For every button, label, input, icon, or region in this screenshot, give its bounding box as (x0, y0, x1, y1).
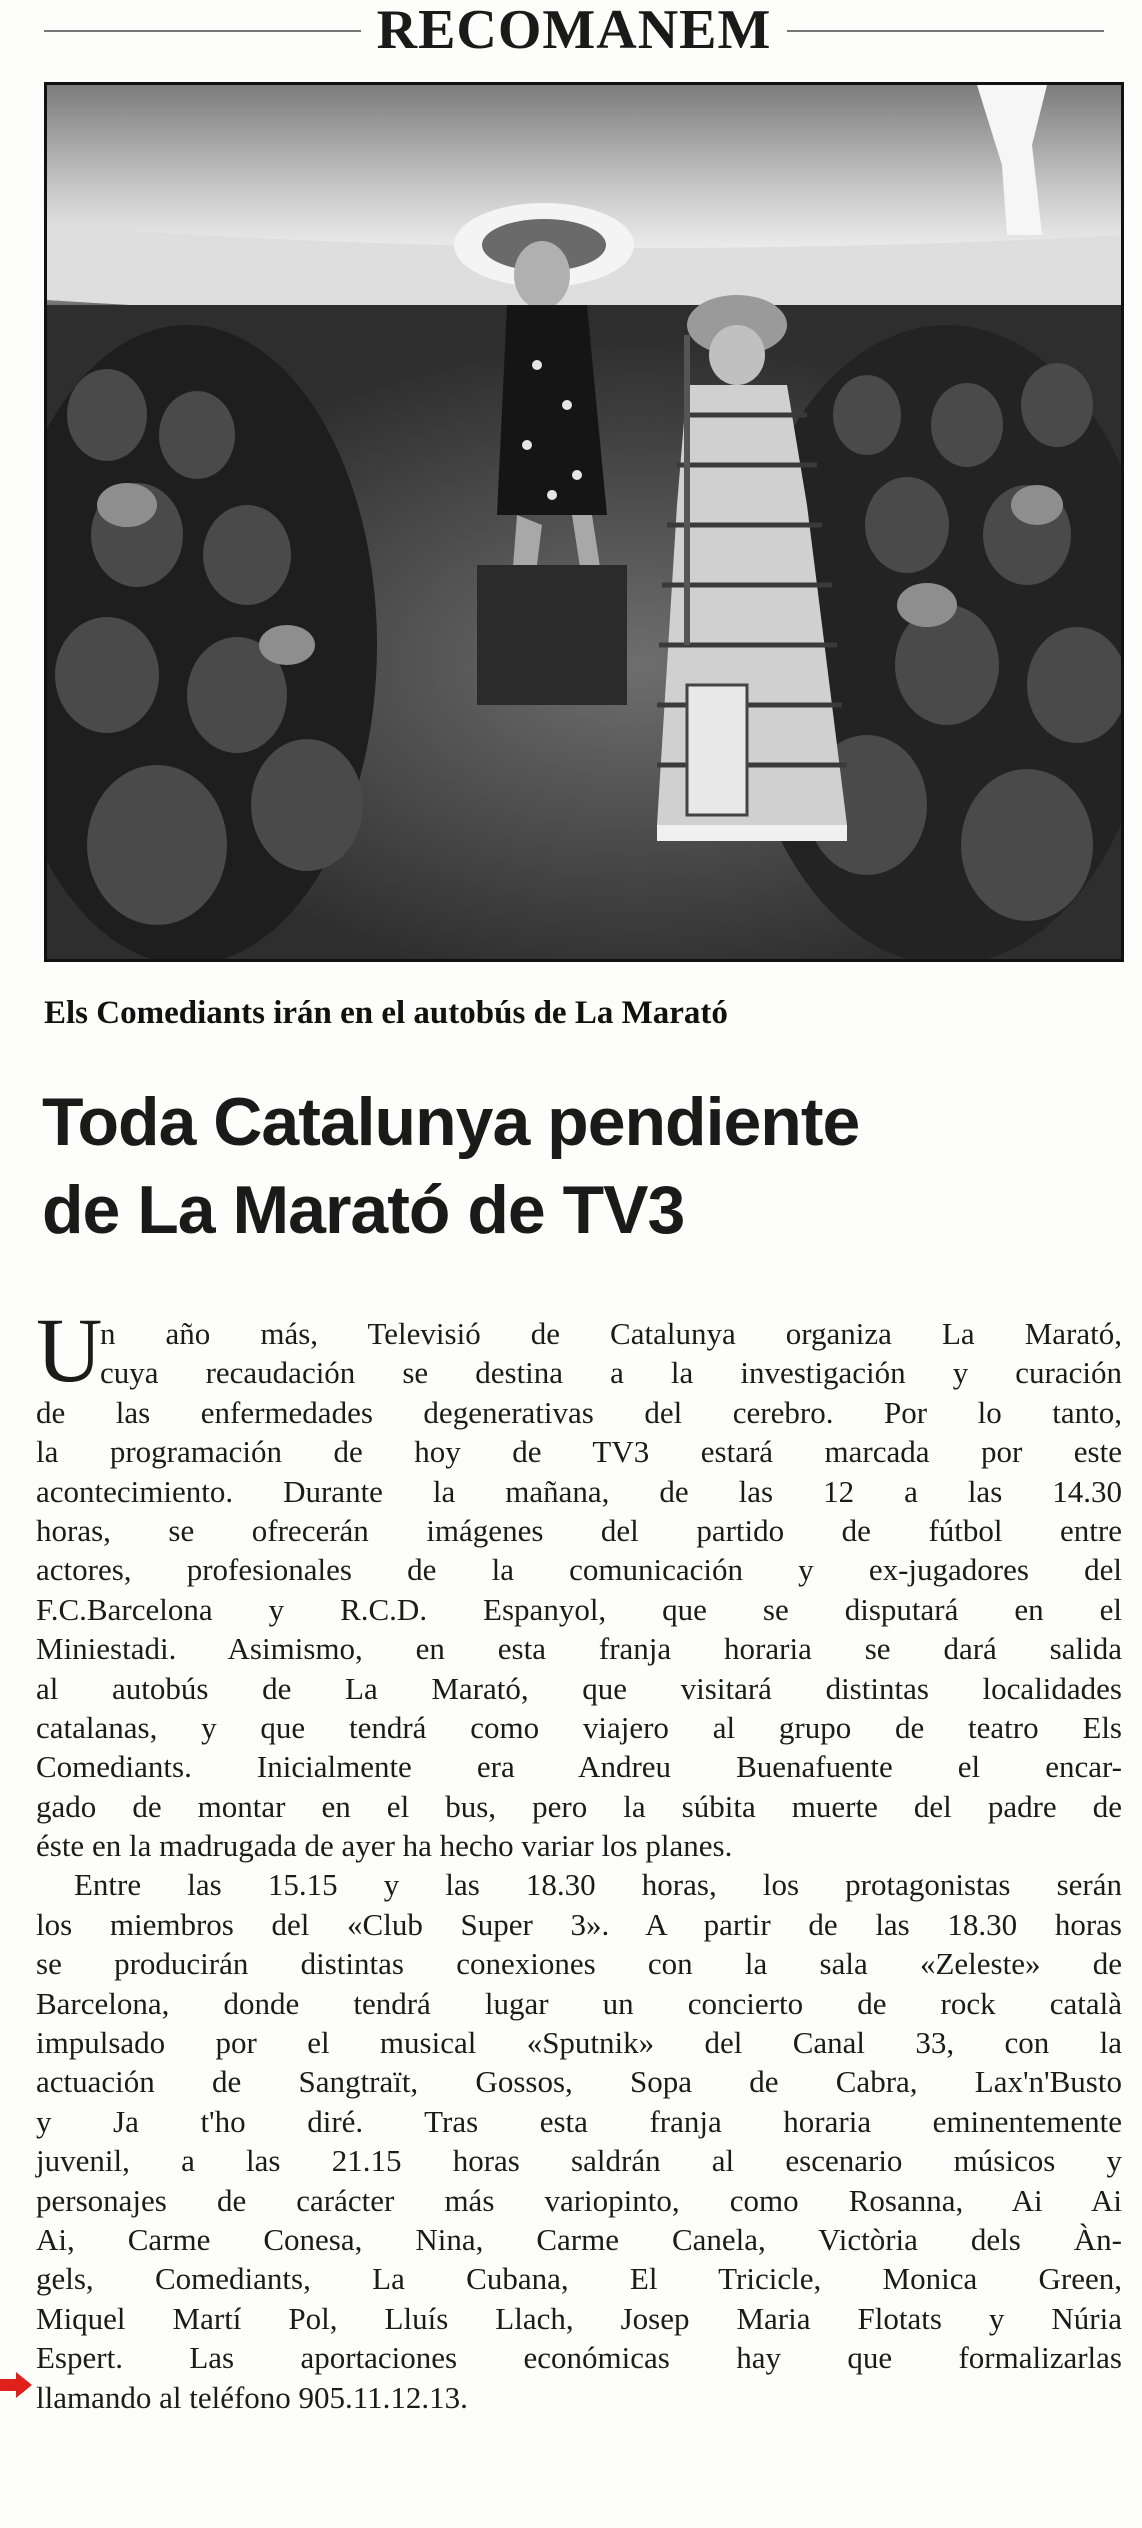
body-line: catalanas, y que tendrá como viajero al grupo de teatro Els (36, 1709, 1122, 1745)
body-line: actores, profesionales de la comunicación y ex-jugadores del (36, 1552, 1122, 1588)
body-line: Miniestadi. Asimismo, en esta franja horaria se dará salida (36, 1631, 1122, 1667)
body-line: personajes de carácter más variopinto, como Rosanna, Ai Ai (36, 2182, 1122, 2218)
article-headline (42, 1078, 1132, 1254)
news-photo (44, 82, 1124, 962)
body-line: la programación de hoy de TV3 estará marcada por este (36, 1434, 1122, 1470)
headline-line-2: de La Marató de TV3 (42, 1172, 685, 1248)
body-line: Espert. Las aportaciones económicas hay que formalizarlas (36, 2340, 1122, 2376)
red-arrow-icon (0, 2372, 32, 2398)
body-line: los miembros del «Club Super 3». A partir de las 18.30 horas (36, 1906, 1122, 1942)
drop-cap: U (36, 1299, 103, 1401)
body-line: acontecimiento. Durante la mañana, de las 12 a las 14.30 (36, 1473, 1122, 1509)
body-line: llamando al teléfono 905.11.12.13. (36, 2379, 468, 2415)
body-line: impulsado por el musical «Sputnik» del Canal 33, con la (36, 2025, 1122, 2061)
body-line: Comediants. Inicialmente era Andreu Buenafuente el encar- (36, 1749, 1122, 1785)
body-line: y Ja t'ho diré. Tras esta franja horaria eminentemente (36, 2103, 1122, 2139)
body-line: gado de montar en el bus, pero la súbita muerte del padre de (36, 1788, 1122, 1824)
body-line: Ai, Carme Conesa, Nina, Carme Canela, Victòria dels Àn- (36, 2221, 1122, 2257)
body-line: Barcelona, donde tendrá lugar un concierto de rock català (36, 1985, 1122, 2021)
body-line: actuación de Sangtraït, Gossos, Sopa de Cabra, Lax'n'Busto (36, 2064, 1122, 2100)
article-body (36, 1299, 1122, 2417)
body-line: gels, Comediants, La Cubana, El Tricicle, Monica Green, (36, 2261, 1122, 2297)
body-line: horas, se ofrecerán imágenes del partido de fútbol entre (36, 1512, 1122, 1548)
body-line: éste en la madrugada de ayer ha hecho variar los planes. (36, 1828, 733, 1864)
body-line: de las enfermedades degenerativas del cerebro. Por lo tanto, (36, 1394, 1122, 1430)
section-title: RECOMANEM (361, 0, 788, 61)
section-header (44, 0, 1104, 72)
body-line: se producirán distintas conexiones con la sala «Zeleste» de (36, 1946, 1122, 1982)
body-line: F.C.Barcelona y R.C.D. Espanyol, que se disputará en el (36, 1591, 1122, 1627)
body-line: cuya recaudación se destina a la investigación y curación (100, 1355, 1122, 1391)
body-line: al autobús de La Marató, que visitará distintas localidades (36, 1670, 1122, 1706)
body-line: Entre las 15.15 y las 18.30 horas, los protagonistas serán (74, 1867, 1122, 1903)
article-kicker: Els Comediants irán en el autobús de La Marató (44, 995, 728, 1031)
headline-line-1: Toda Catalunya pendiente (42, 1084, 860, 1160)
body-line: Miquel Martí Pol, Lluís Llach, Josep Maria Flotats y Núria (36, 2300, 1122, 2336)
body-line: juvenil, a las 21.15 horas saldrán al escenario músicos y (36, 2143, 1122, 2179)
photo-stage-performers-icon (47, 85, 1121, 959)
body-line-text: n año más, Televisió de Catalunya organiza La Marató, (100, 1316, 1122, 1351)
